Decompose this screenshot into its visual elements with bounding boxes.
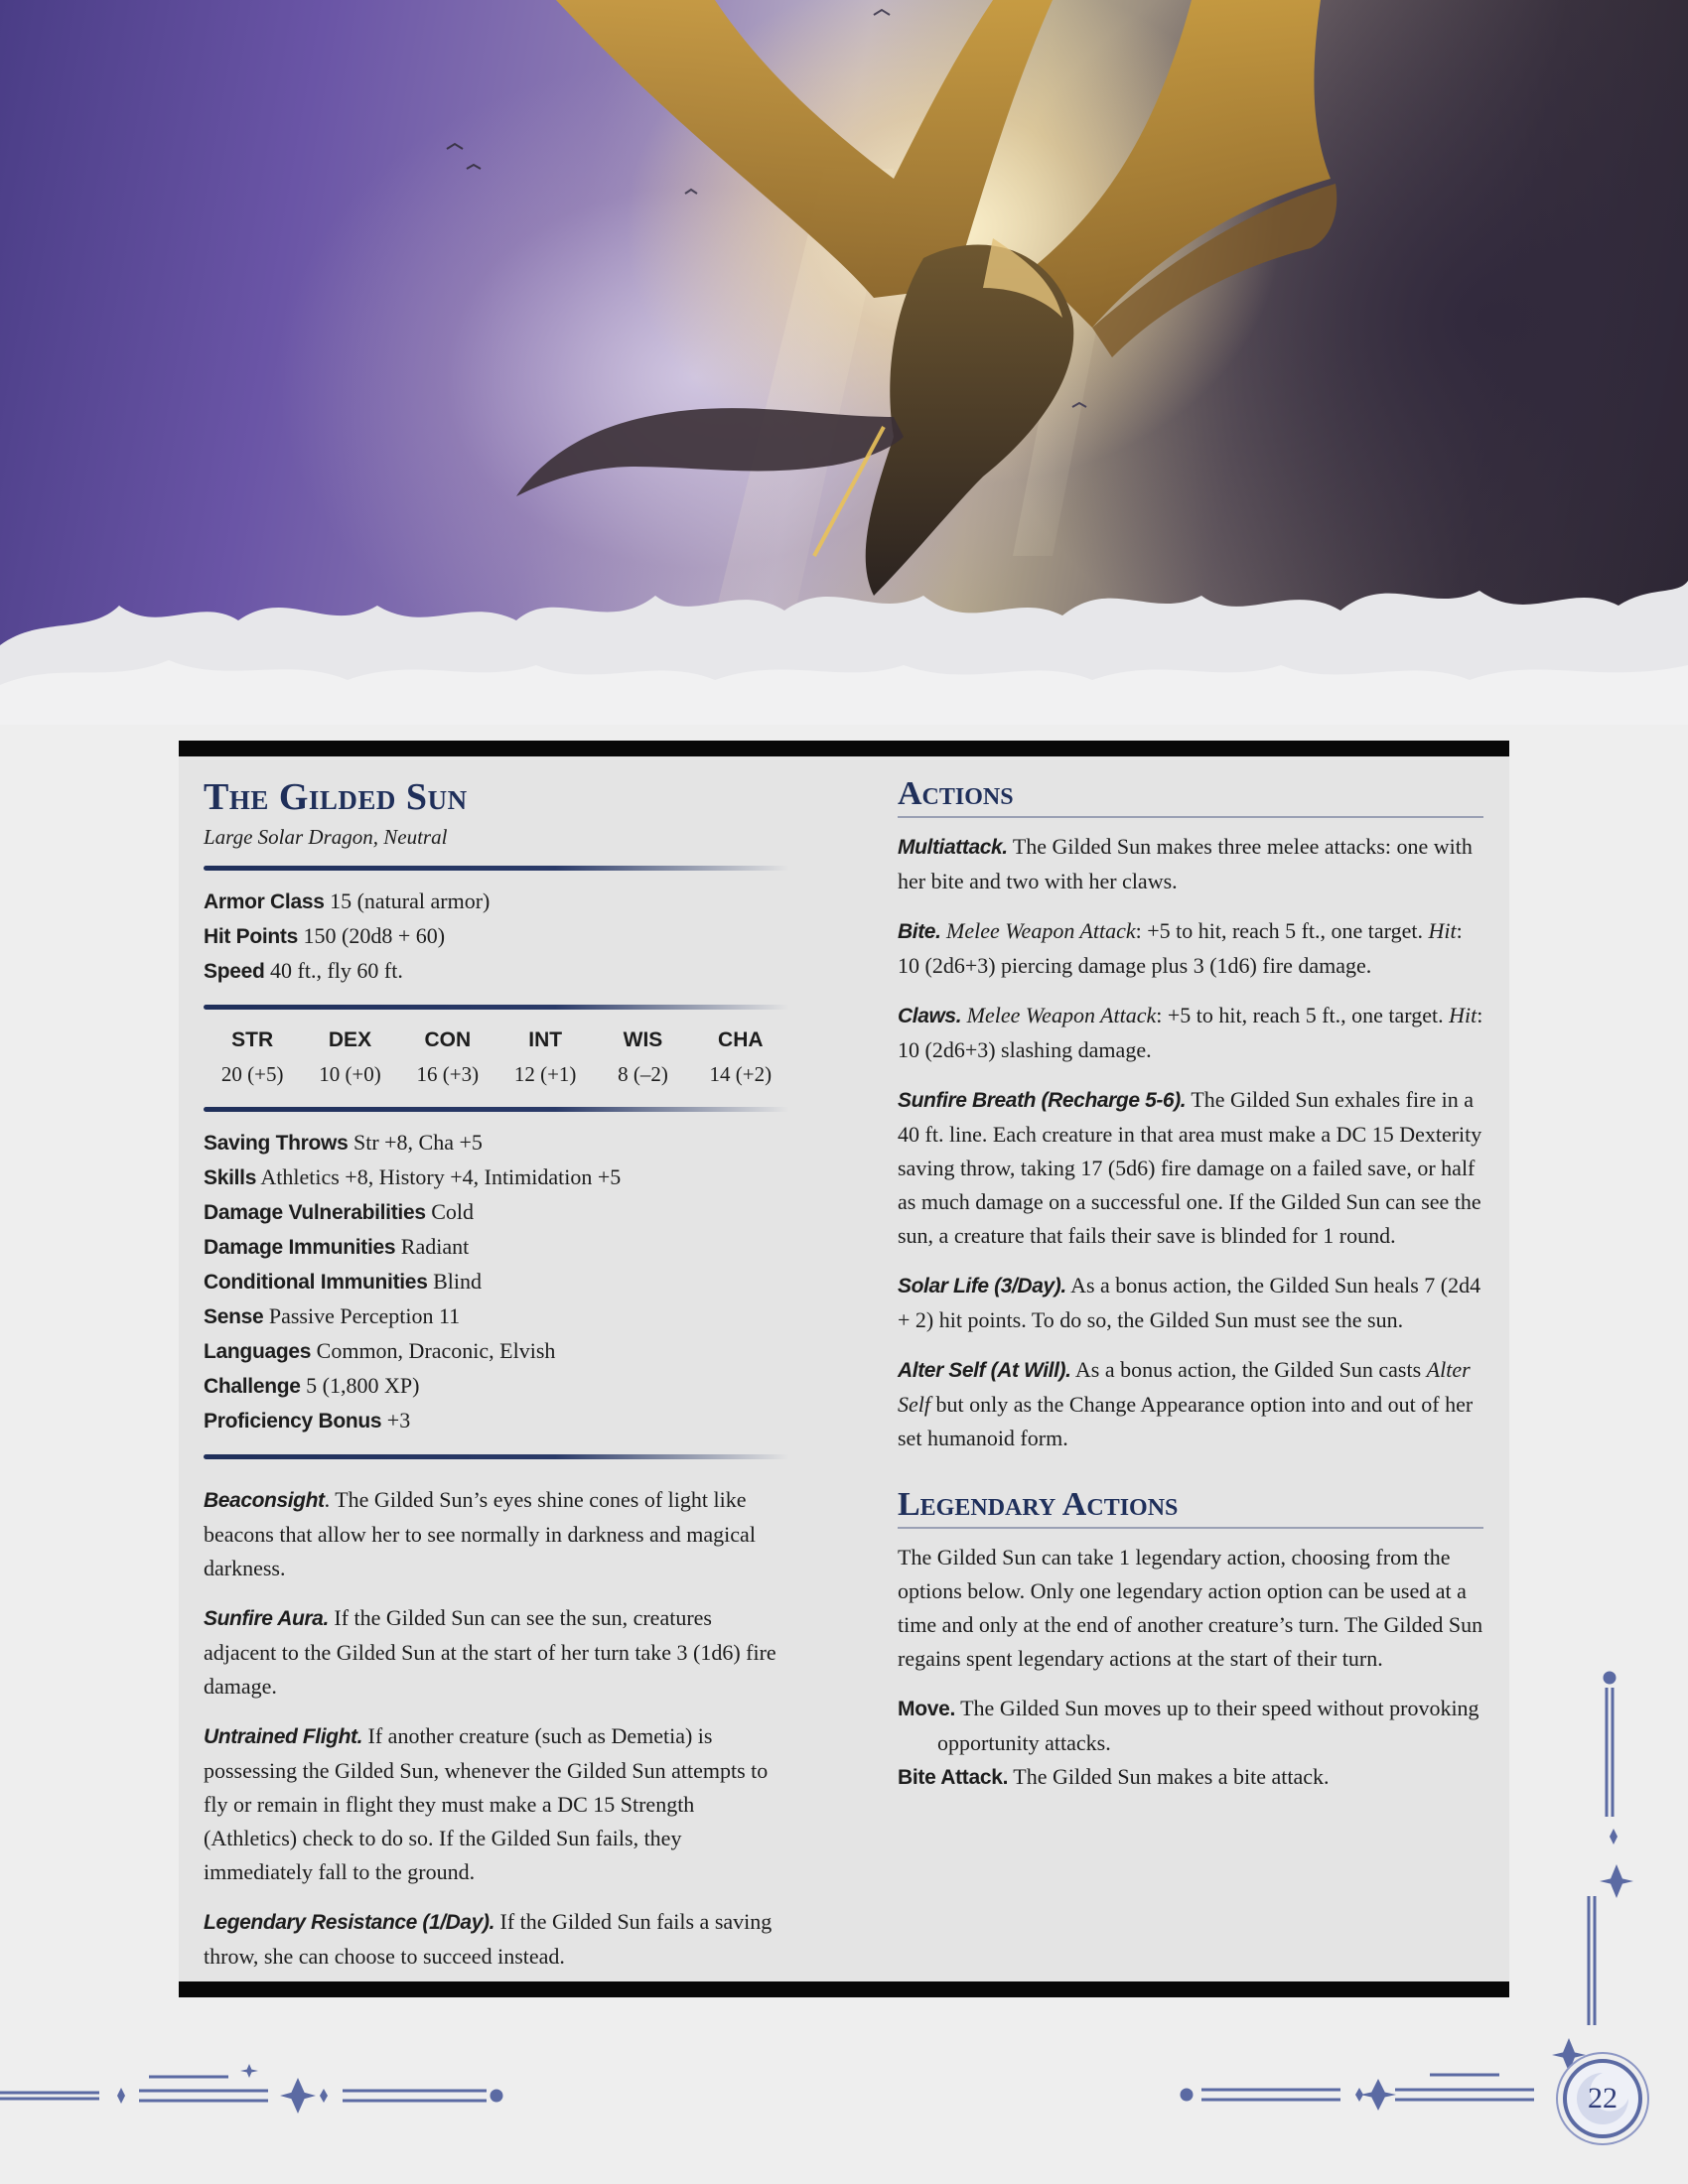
ability-wis: WIS 8 (–2) <box>618 1028 668 1086</box>
trait-beaconsight: Beaconsight. The Gilded Sun’s eyes shine cones of light like beacons that allow her to see normally in darkness and magical darkness. <box>204 1487 756 1580</box>
star-ornament-icon <box>117 2088 125 2104</box>
star-ornament-icon <box>320 2089 328 2103</box>
bottom-left-ornament <box>0 2045 516 2115</box>
actions-heading: Actions <box>898 774 1483 818</box>
skills: Skills Athletics +8, History +4, Intimidation +5 <box>204 1164 622 1189</box>
action-claws: Claws. Melee Weapon Attack: +5 to hit, reach 5 ft., one target. Hit: 10 (2d6+3) slashing damage. <box>898 1003 1483 1062</box>
speed: Speed 40 ft., fly 60 ft. <box>204 958 403 983</box>
stat-block-right-column <box>898 774 1483 1795</box>
legendary-actions-heading: Legendary Actions <box>898 1485 1483 1529</box>
page-number: 22 <box>1563 2059 1642 2138</box>
armor-class: Armor Class 15 (natural armor) <box>204 888 491 913</box>
divider <box>204 1107 789 1112</box>
creature-name: The Gilded Sun <box>204 776 468 818</box>
ability-str: STR 20 (+5) <box>220 1028 284 1086</box>
ability-int: INT 12 (+1) <box>513 1028 577 1086</box>
senses: Sense Passive Perception 11 <box>204 1303 461 1328</box>
damage-immunities: Damage Immunities Radiant <box>204 1234 470 1259</box>
languages: Languages Common, Draconic, Elvish <box>204 1338 556 1363</box>
creature-type: Large Solar Dragon, Neutral <box>204 825 448 849</box>
star-ornament-icon <box>1600 1864 1633 1898</box>
trait-sunfire-aura: Sunfire Aura. If the Gilded Sun can see the sun, creatures adjacent to the Gilded Sun at the start of her turn take 3 (1d6) fire damage. <box>204 1605 776 1699</box>
legendary-move: Move. The Gilded Sun moves up to their speed without provoking opportunity attacks. <box>898 1696 1479 1755</box>
star-ornament-icon <box>1360 2079 1396 2111</box>
action-sunfire-breath: Sunfire Breath (Recharge 5-6). The Gilded Sun exhales fire in a 40 ft. line. Each creature in that area must make a DC 15 Dexterity saving throw, taking 17 (5d6) fire damage on a failed save, or half as much damage on a successful one. If the Gilded Sun can see the sun, a creature that fails their save is blinded for 1 round. <box>898 1087 1482 1248</box>
ability-dex: DEX 10 (+0) <box>319 1028 381 1086</box>
golden-dragon-illustration <box>0 0 1688 764</box>
action-bite: Bite. Melee Weapon Attack: +5 to hit, reach 5 ft., one target. Hit: 10 (2d6+3) piercing damage plus 3 (1d6) fire damage. <box>898 918 1463 978</box>
action-alter-self: Alter Self (At Will). As a bonus action, the Gilded Sun casts Alter Self but only as the Change Appearance option into and out of her set humanoid form. <box>898 1357 1474 1450</box>
hero-illustration <box>0 0 1688 764</box>
trait-legendary-resistance: Legendary Resistance (1/Day). If the Gilded Sun fails a saving throw, she can choose to succeed instead. <box>204 1909 773 1969</box>
condition-immunities: Conditional Immunities Blind <box>204 1269 482 1294</box>
action-multiattack: Multiattack. The Gilded Sun makes three melee attacks: one with her bite and two with her claws. <box>898 834 1473 893</box>
legendary-bite-attack: Bite Attack. The Gilded Sun makes a bite attack. <box>898 1764 1330 1789</box>
ability-con: CON 16 (+3) <box>416 1028 480 1086</box>
hit-points: Hit Points 150 (20d8 + 60) <box>204 923 446 948</box>
damage-vulnerabilities: Damage Vulnerabilities Cold <box>204 1199 474 1224</box>
action-solar-life: Solar Life (3/Day). As a bonus action, the Gilded Sun heals 7 (2d4 + 2) hit points. To do so, the Gilded Sun must see the sun. <box>898 1273 1481 1332</box>
challenge: Challenge 5 (1,800 XP) <box>204 1373 420 1398</box>
stat-block-left-column <box>204 774 789 1989</box>
divider <box>204 1454 789 1459</box>
saving-throws: Saving Throws Str +8, Cha +5 <box>204 1130 483 1155</box>
star-ornament-icon <box>280 2078 316 2114</box>
star-ornament-icon <box>240 2064 258 2078</box>
ability-cha: CHA 14 (+2) <box>709 1028 773 1086</box>
legendary-actions-intro: The Gilded Sun can take 1 legendary action, choosing from the options below. Only one legendary action option can be used at a time and only at the end of another creature’s turn. The Gilded Sun regains spent legendary actions at the start of their turn. <box>898 1545 1483 1671</box>
divider <box>204 866 789 871</box>
star-ornament-icon <box>1610 1829 1618 1844</box>
detail-properties <box>204 1126 789 1438</box>
trait-untrained-flight: Untrained Flight. If another creature (such as Demetia) is possessing the Gilded Sun, whenever the Gilded Sun attempts to fly or remain in flight they must make a DC 15 Strength (Athletics) check to do so. If the Gilded Sun fails, they immediately fall to the ground. <box>204 1723 769 1884</box>
divider <box>204 1005 789 1010</box>
core-stats <box>204 885 789 989</box>
proficiency-bonus: Proficiency Bonus +3 <box>204 1408 411 1433</box>
ability-scores <box>204 1024 789 1091</box>
